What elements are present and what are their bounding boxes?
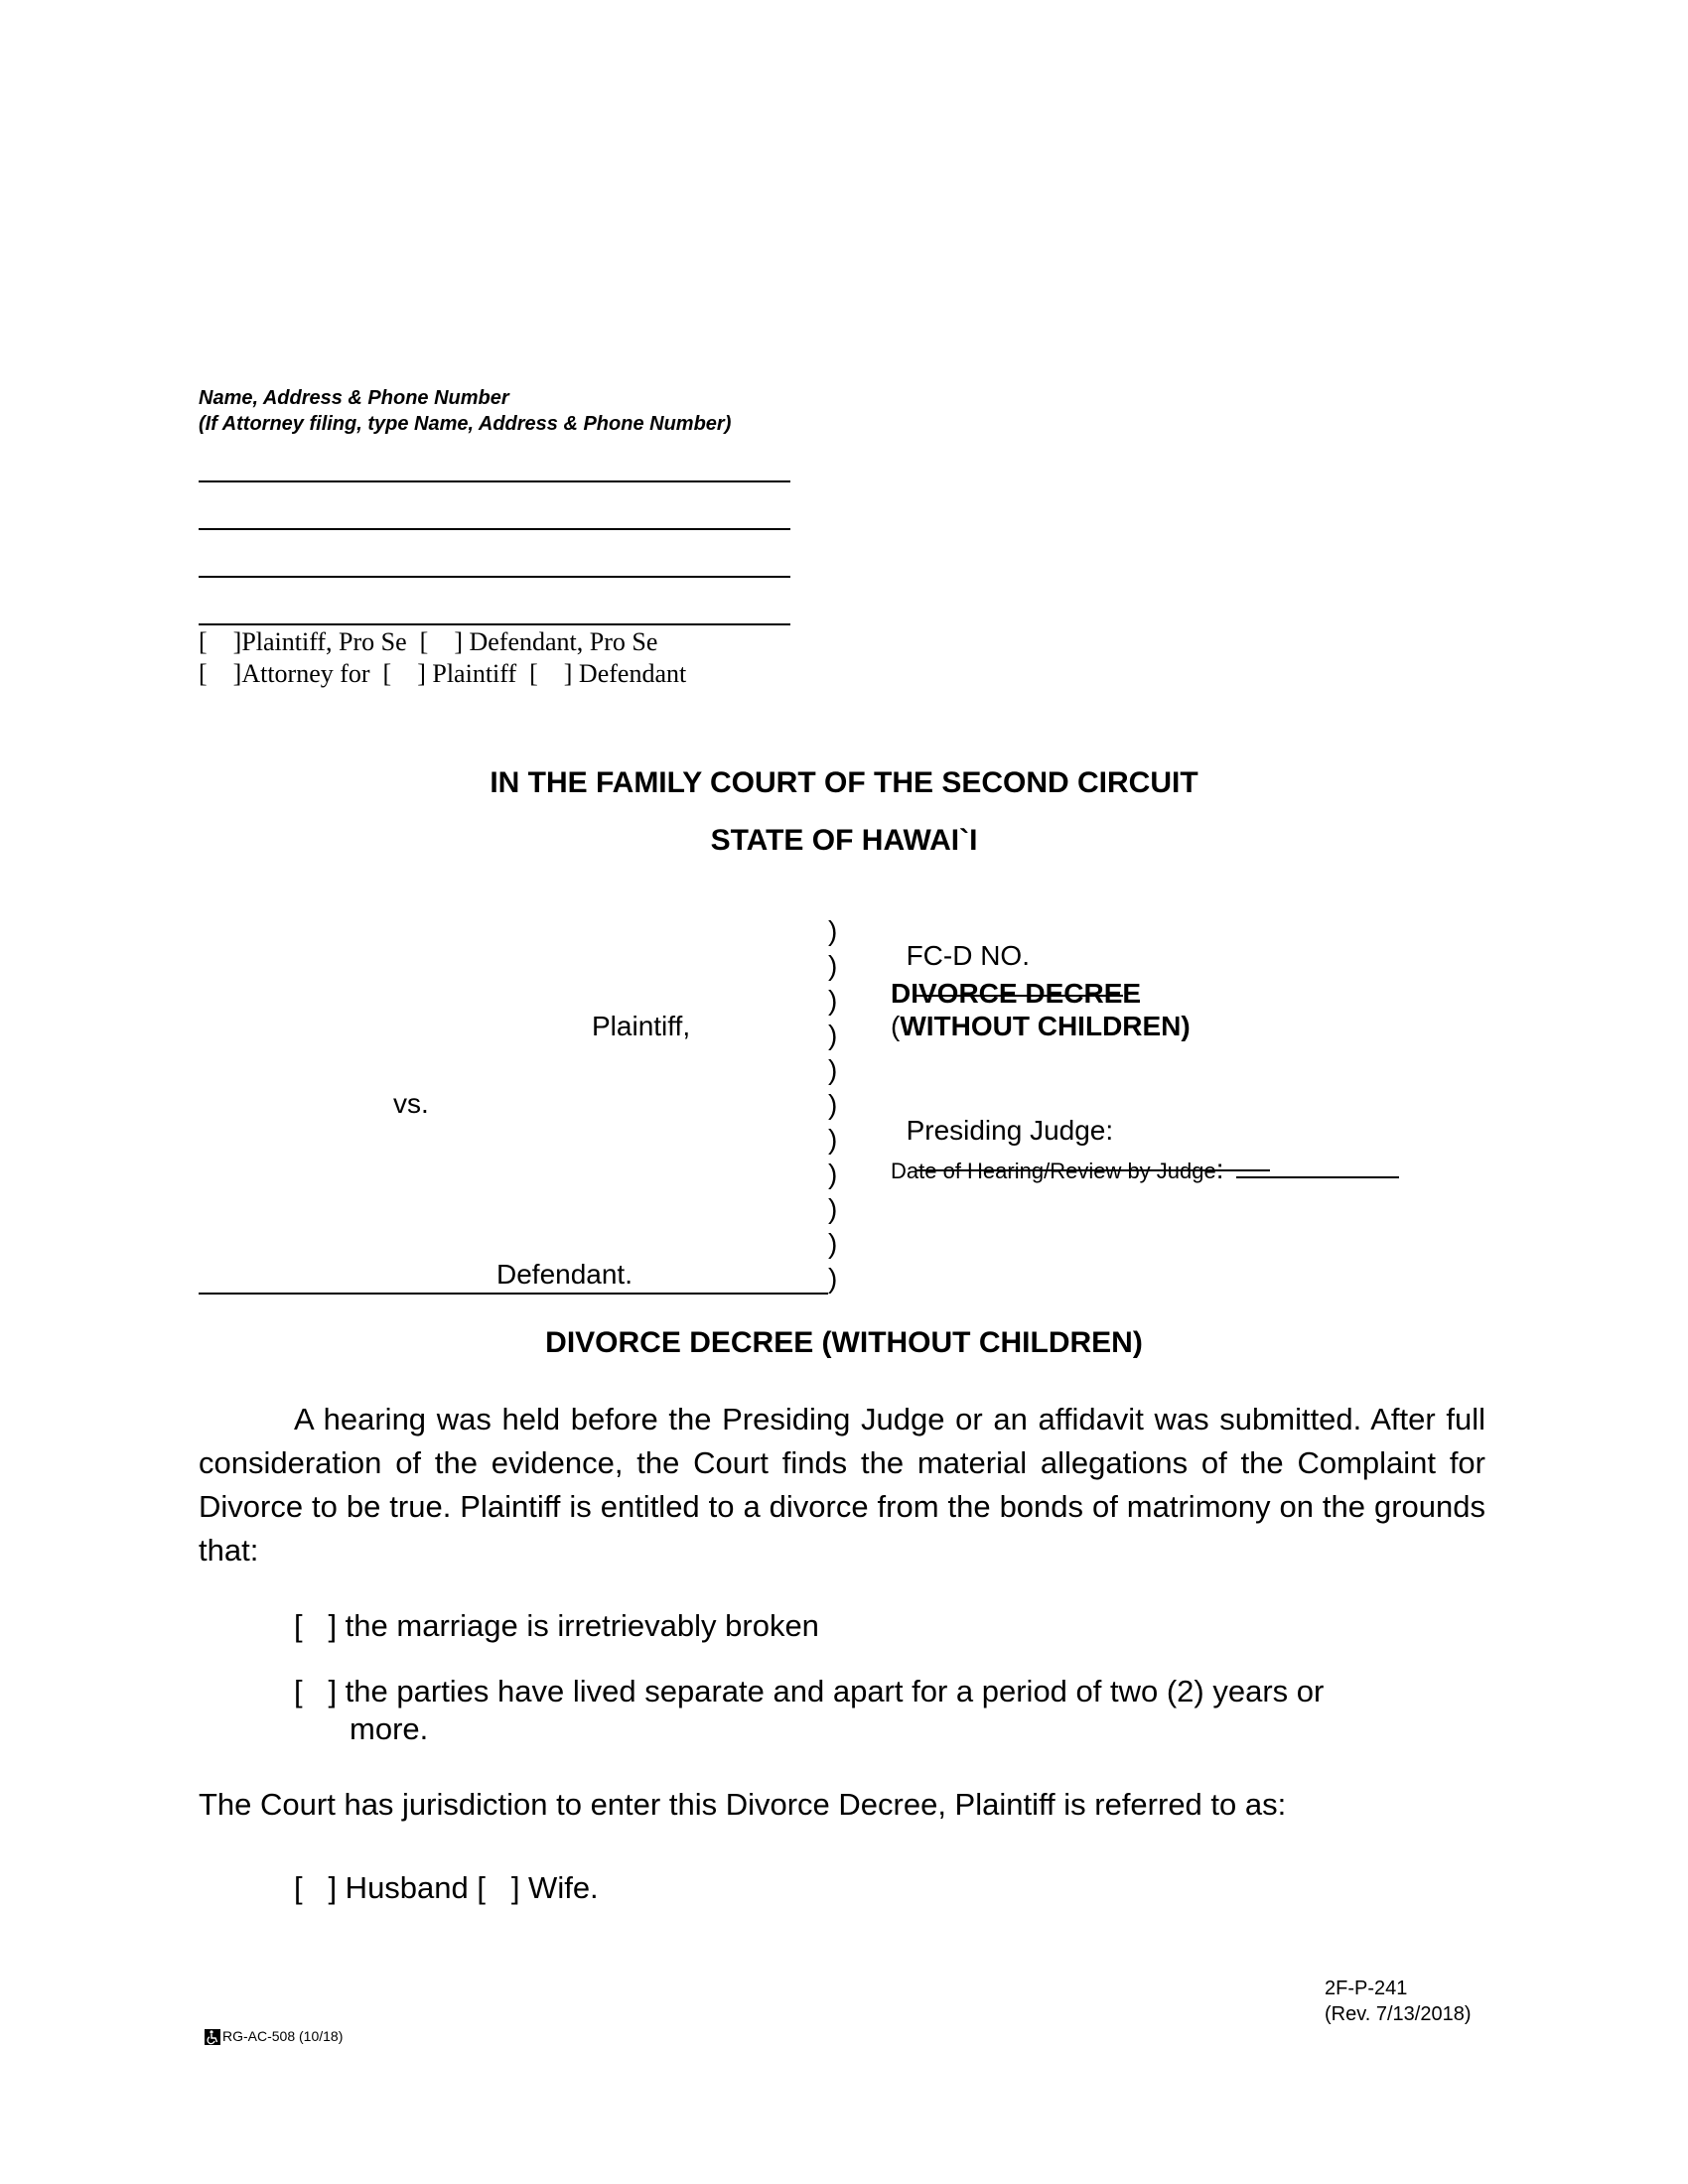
caption-paren: ): [828, 1020, 838, 1050]
hearing-date-row: [891, 1154, 1399, 1185]
hearing-date-label: Date of Hearing/Review by Judge: [891, 1159, 1216, 1183]
caption-paren: ): [828, 915, 838, 946]
doc-title-line-1: DIVORCE DECREE: [891, 978, 1142, 1009]
contact-line-1[interactable]: [199, 480, 790, 482]
caption-paren: ): [828, 985, 838, 1016]
wheelchair-accessibility-icon: [205, 2029, 220, 2045]
caption-paren: ): [828, 1124, 838, 1155]
presiding-judge-label: Presiding Judge:: [906, 1115, 1114, 1146]
defendant-line[interactable]: [199, 1293, 828, 1295]
contact-line-3[interactable]: [199, 576, 790, 578]
caption-paren: ): [828, 950, 838, 981]
caption-paren: ): [828, 1159, 838, 1189]
grounds-option-separate-cont: more.: [350, 1711, 429, 1746]
grounds-option-separate[interactable]: [ ] the parties have lived separate and apart for a period of two (2) years or: [294, 1674, 1325, 1708]
contact-line-2[interactable]: [199, 528, 790, 530]
jurisdiction-statement: The Court has jurisdiction to enter this Divorce Decree, Plaintiff is referred to as:: [199, 1787, 1287, 1822]
defendant-label: Defendant.: [496, 1259, 633, 1290]
case-number-label: FC-D NO.: [906, 940, 1030, 971]
court-name: IN THE FAMILY COURT OF THE SECOND CIRCUIT: [490, 766, 1198, 799]
contact-line-4[interactable]: [199, 623, 790, 625]
grounds-option-irretrievably-broken[interactable]: [ ] the marriage is irretrievably broken: [294, 1608, 819, 1643]
hearing-date-colon: :: [1215, 1154, 1224, 1184]
ada-code: RG-AC-508 (10/18): [222, 2028, 344, 2044]
party-checkbox-row-1[interactable]: [ ]Plaintiff, Pro Se [ ] Defendant, Pro Se: [199, 627, 658, 656]
decree-title: DIVORCE DECREE (WITHOUT CHILDREN): [545, 1326, 1143, 1359]
hearing-date-field[interactable]: [1236, 1176, 1399, 1178]
form-number: 2F-P-241: [1325, 1978, 1408, 1999]
form-revision: (Rev. 7/13/2018): [1325, 2003, 1472, 2025]
state-name: STATE OF HAWAI`I: [710, 824, 978, 857]
contact-label: Name, Address & Phone Number: [199, 387, 509, 409]
doc-title-line-2: [891, 1011, 1191, 1042]
caption-paren: ): [828, 1193, 838, 1224]
caption-paren: ): [828, 1228, 838, 1259]
attorney-label: (If Attorney filing, type Name, Address & Phone Number): [199, 413, 732, 435]
doc-title-paren: (: [891, 1011, 901, 1041]
caption-paren: ): [828, 1089, 838, 1120]
husband-wife-options[interactable]: [ ] Husband [ ] Wife.: [294, 1870, 599, 1905]
party-checkbox-row-2[interactable]: [ ]Attorney for [ ] Plaintiff [ ] Defendant: [199, 659, 687, 688]
doc-title-subtitle: WITHOUT CHILDREN): [900, 1011, 1191, 1041]
caption-paren: ): [828, 1263, 838, 1294]
vs-label: vs.: [393, 1088, 429, 1119]
findings-paragraph: A hearing was held before the Presiding Judge or an affidavit was submitted. After full consideration of the evidence, the Court finds the material allegations of the Complaint for Divorce to be true. Plaintiff is entitled to a divorce from the bonds of matrimony on the grounds that:: [199, 1402, 1485, 1568]
caption-paren: ): [828, 1054, 838, 1085]
plaintiff-label: Plaintiff,: [592, 1011, 691, 1041]
